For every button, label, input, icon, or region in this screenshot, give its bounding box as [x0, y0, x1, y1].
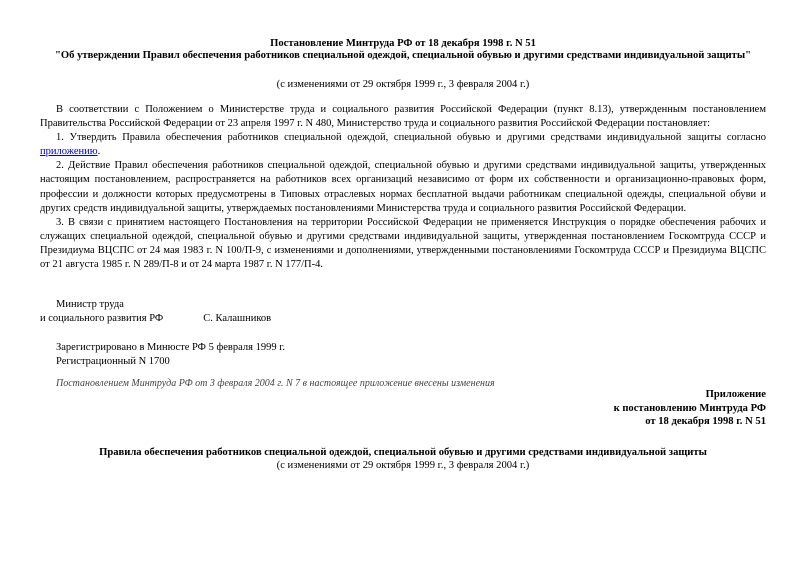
appendix-header [614, 388, 766, 429]
registration-date: Зарегистрировано в Минюсте РФ 5 февраля 1999 г. [56, 342, 285, 353]
registration-block [56, 341, 285, 369]
rules-changes: (с изменениями от 29 октября 1999 г., 3 февраля 2004 г.) [276, 460, 530, 471]
signature-name: С. Калашников [203, 313, 272, 324]
item-1-end: . [97, 146, 101, 158]
document-body [40, 103, 766, 272]
item-1-text: 1. Утвердить Правила обеспечения работников специальной одеждой, специальной обувью и другими средствами индивидуальной защиты согласно [56, 132, 766, 144]
signature-position-line2 [40, 312, 271, 326]
signature-position-line1: Министр труда [56, 299, 124, 310]
rules-title: Правила обеспечения работников специальной одеждой, специальной обувью и другими средствами индивидуальной защиты [99, 447, 707, 458]
item-2: 2. Действие Правил обеспечения работников специальной одеждой, специальной обувью и другими средствами индивидуальной защиты, утвержденных настоящим постановлением, распространяется на работников всех организаций независимо от форм их собственности и организационно-правовых форм, профессии и должности которых предусмотрены в Типовых отраслевых нормах бесплатной выдачи работникам специальной одежды, специальной обуви и других средств индивидуальной защиты, утверждаемых постановлениями Министерства труда и социального развития Российской Федерации. [40, 160, 766, 214]
signature-block [40, 298, 271, 326]
amendment-note: Постановлением Минтруда РФ от 3 февраля 2004 г. N 7 в настоящее приложение внесены изменения [56, 378, 495, 389]
registration-number: Регистрационный N 1700 [56, 356, 170, 367]
signature-position: и социального развития РФ [40, 313, 164, 324]
document-subtitle: "Об утверждении Правил обеспечения работников специальной одеждой, специальной обувью и другими средствами индивидуальной защиты" [55, 50, 751, 61]
appendix-line3: от 18 декабря 1998 г. N 51 [645, 416, 766, 427]
appendix-link[interactable]: приложению [40, 146, 98, 158]
appendix-line1: Приложение [705, 389, 766, 400]
appendix-line2: к постановлению Минтруда РФ [613, 402, 766, 414]
document-changes: (с изменениями от 29 октября 1999 г., 3 февраля 2004 г.) [276, 79, 530, 90]
item-1 [40, 131, 766, 159]
document-title: Постановление Минтруда РФ от 18 декабря 1998 г. N 51 [270, 38, 536, 49]
intro-paragraph: В соответствии с Положением о Министерстве труда и социального развития Российской Федерации (пункт 8.13), утвержденным постановлением Правительства Российской Федерации от 23 апреля 1997 г. N 480, Министерство труда и социального развития Российской Федерации постановляет: [40, 104, 766, 130]
item-3: 3. В связи с принятием настоящего Постановления на территории Российской Федерации не применяется Инструкция о порядке обеспечения рабочих и служащих специальной одеждой, специальной обувью и другими средствами индивидуальной защиты, утвержденная постановлением Госкомтруда СССР и Президиума ВЦСПС от 24 мая 1983 г. N 100/П-9, с изменениями и дополнениями, утвержденными постановлениями Госкомтруда СССР и Президиума ВЦСПС от 21 августа 1985 г. N 289/П-8 и от 24 марта 1987 г. N 177/П-4. [40, 216, 766, 271]
